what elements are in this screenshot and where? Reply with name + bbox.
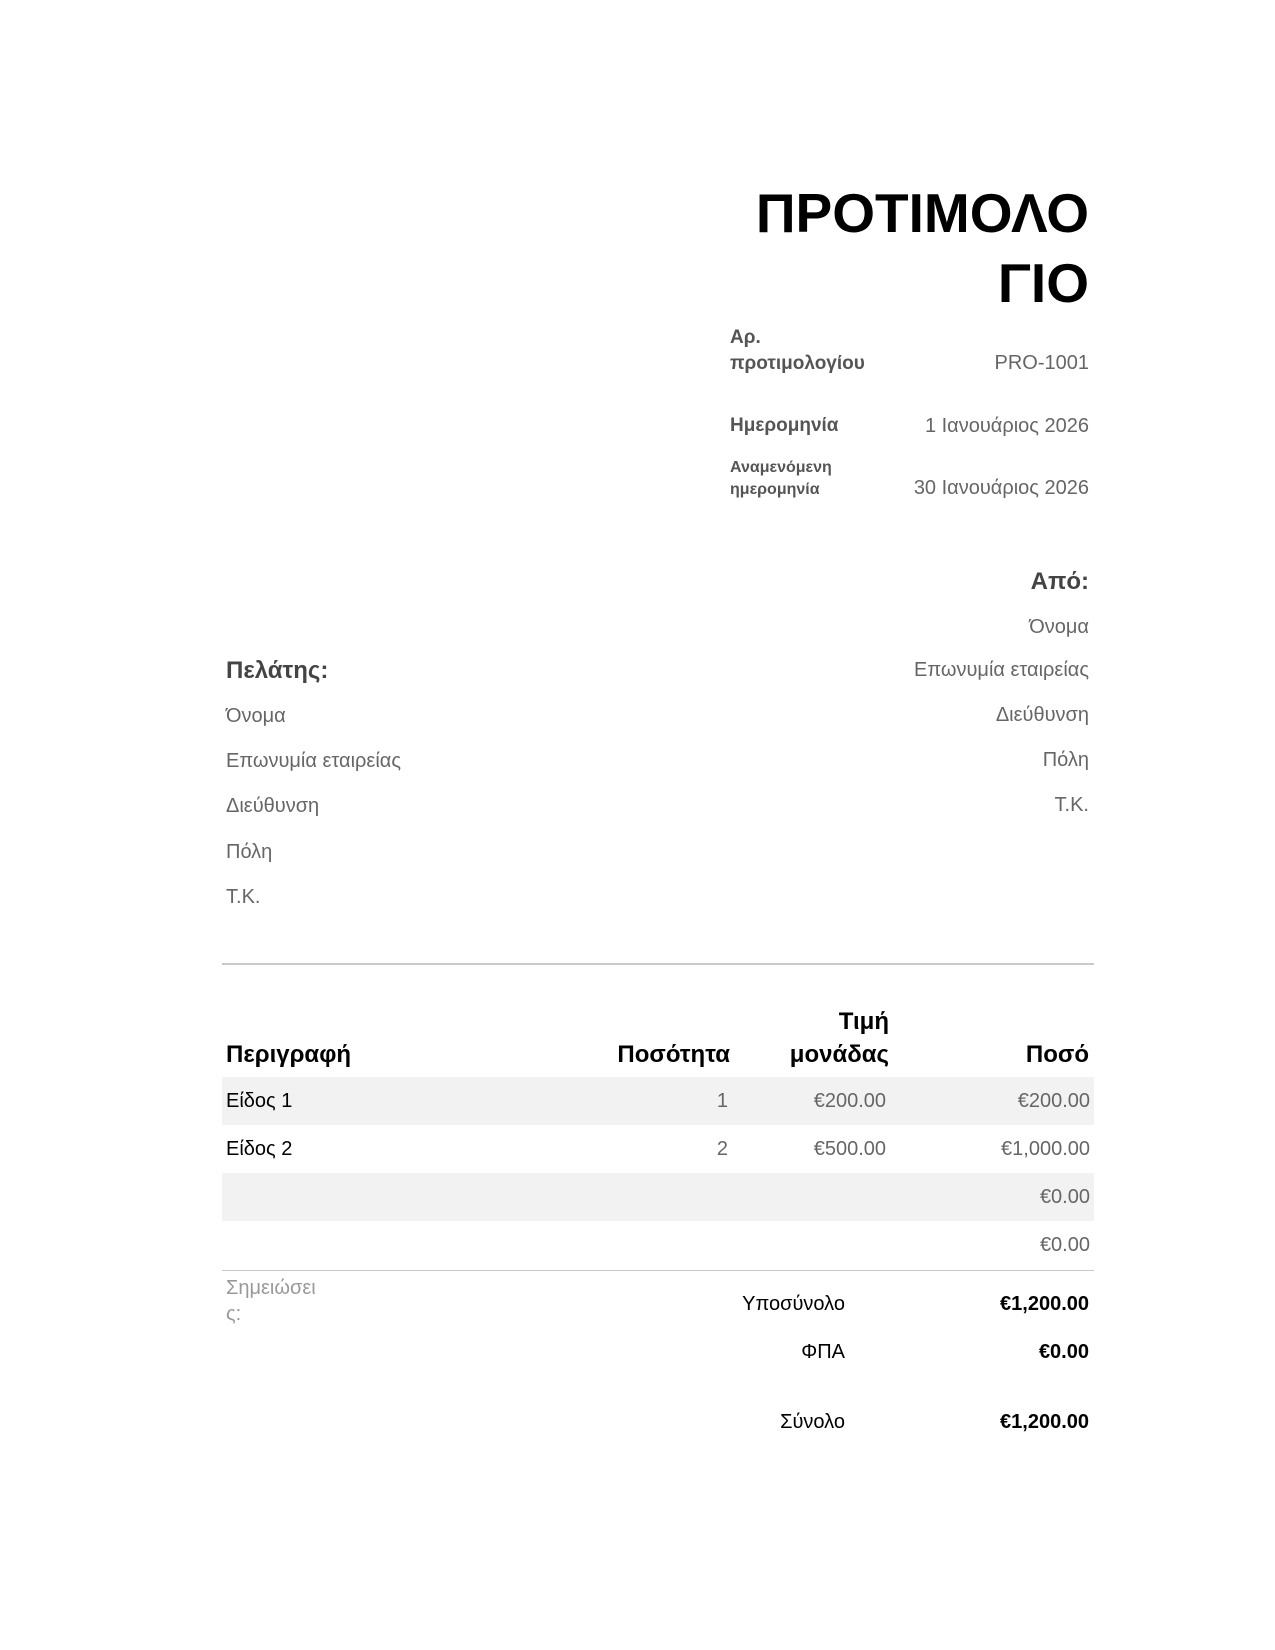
header-unit-price-line1: Τιμή [838, 1008, 889, 1035]
vat-value: €0.00 [1038, 1341, 1089, 1363]
proforma-number-label-line2: προτιμολογίου [730, 353, 865, 374]
row-amount: €1,000.00 [1001, 1138, 1090, 1160]
vat-label: ΦΠΑ [801, 1341, 845, 1363]
notes-label: Σημειώσεις: [226, 1277, 316, 1325]
header-quantity: Ποσότητα [617, 1041, 730, 1068]
total-label: Σύνολο [780, 1411, 845, 1433]
client-company: Επωνυμία εταιρείας [226, 750, 401, 772]
client-address: Διεύθυνση [226, 795, 320, 817]
row-description: Είδος 2 [226, 1138, 293, 1160]
table-row [222, 1173, 1094, 1221]
document-title-line1: ΠΡΟΤΙΜΟΛΟ [755, 182, 1089, 244]
row-description: Είδος 1 [226, 1090, 293, 1112]
row-unit-price: €500.00 [813, 1138, 886, 1160]
document-title-line2: ΓΙΟ [997, 252, 1089, 314]
document-title [729, 178, 1089, 318]
from-company: Επωνυμία εταιρείας [914, 659, 1089, 681]
client-city: Πόλη [226, 841, 273, 863]
header-amount: Ποσό [1025, 1041, 1089, 1068]
client-name: Όνομα [226, 705, 286, 727]
table-row [222, 1221, 1094, 1269]
total-value: €1,200.00 [1000, 1411, 1089, 1433]
row-amount: €0.00 [1039, 1186, 1090, 1208]
header-description: Περιγραφή [226, 1041, 352, 1068]
row-quantity: 2 [716, 1138, 728, 1160]
proforma-number-label-line1: Αρ. [730, 327, 761, 348]
from-city: Πόλη [1042, 749, 1089, 771]
row-amount: €200.00 [1017, 1090, 1090, 1112]
from-zip: Τ.Κ. [1054, 794, 1089, 816]
from-address: Διεύθυνση [995, 704, 1089, 726]
date-value: 1 Ιανουάριος 2026 [924, 415, 1089, 437]
client-heading: Πελάτης: [226, 657, 329, 684]
expected-date-label [730, 457, 832, 501]
proforma-number-value: PRO-1001 [994, 352, 1089, 374]
expected-date-value: 30 Ιανουάριος 2026 [913, 477, 1089, 499]
client-zip: Τ.Κ. [226, 886, 261, 908]
proforma-number-label [730, 325, 865, 377]
table-bottom-rule [222, 1270, 1094, 1271]
expected-date-label-line2: ημερομηνία [730, 481, 820, 498]
expected-date-label-line1: Αναμενόμενη [730, 459, 832, 476]
header-unit-price [790, 1005, 889, 1071]
row-amount: €0.00 [1039, 1234, 1090, 1256]
subtotal-value: €1,200.00 [1000, 1293, 1089, 1315]
section-divider [222, 963, 1094, 965]
table-row [222, 1077, 1094, 1125]
from-heading: Από: [1030, 568, 1089, 595]
table-row [222, 1125, 1094, 1173]
row-quantity: 1 [716, 1090, 728, 1112]
header-unit-price-line2: μονάδας [789, 1041, 889, 1068]
date-label: Ημερομηνία [730, 415, 839, 436]
subtotal-label: Υποσύνολο [742, 1293, 845, 1315]
row-unit-price: €200.00 [813, 1090, 886, 1112]
from-name: Όνομα [1029, 616, 1089, 638]
